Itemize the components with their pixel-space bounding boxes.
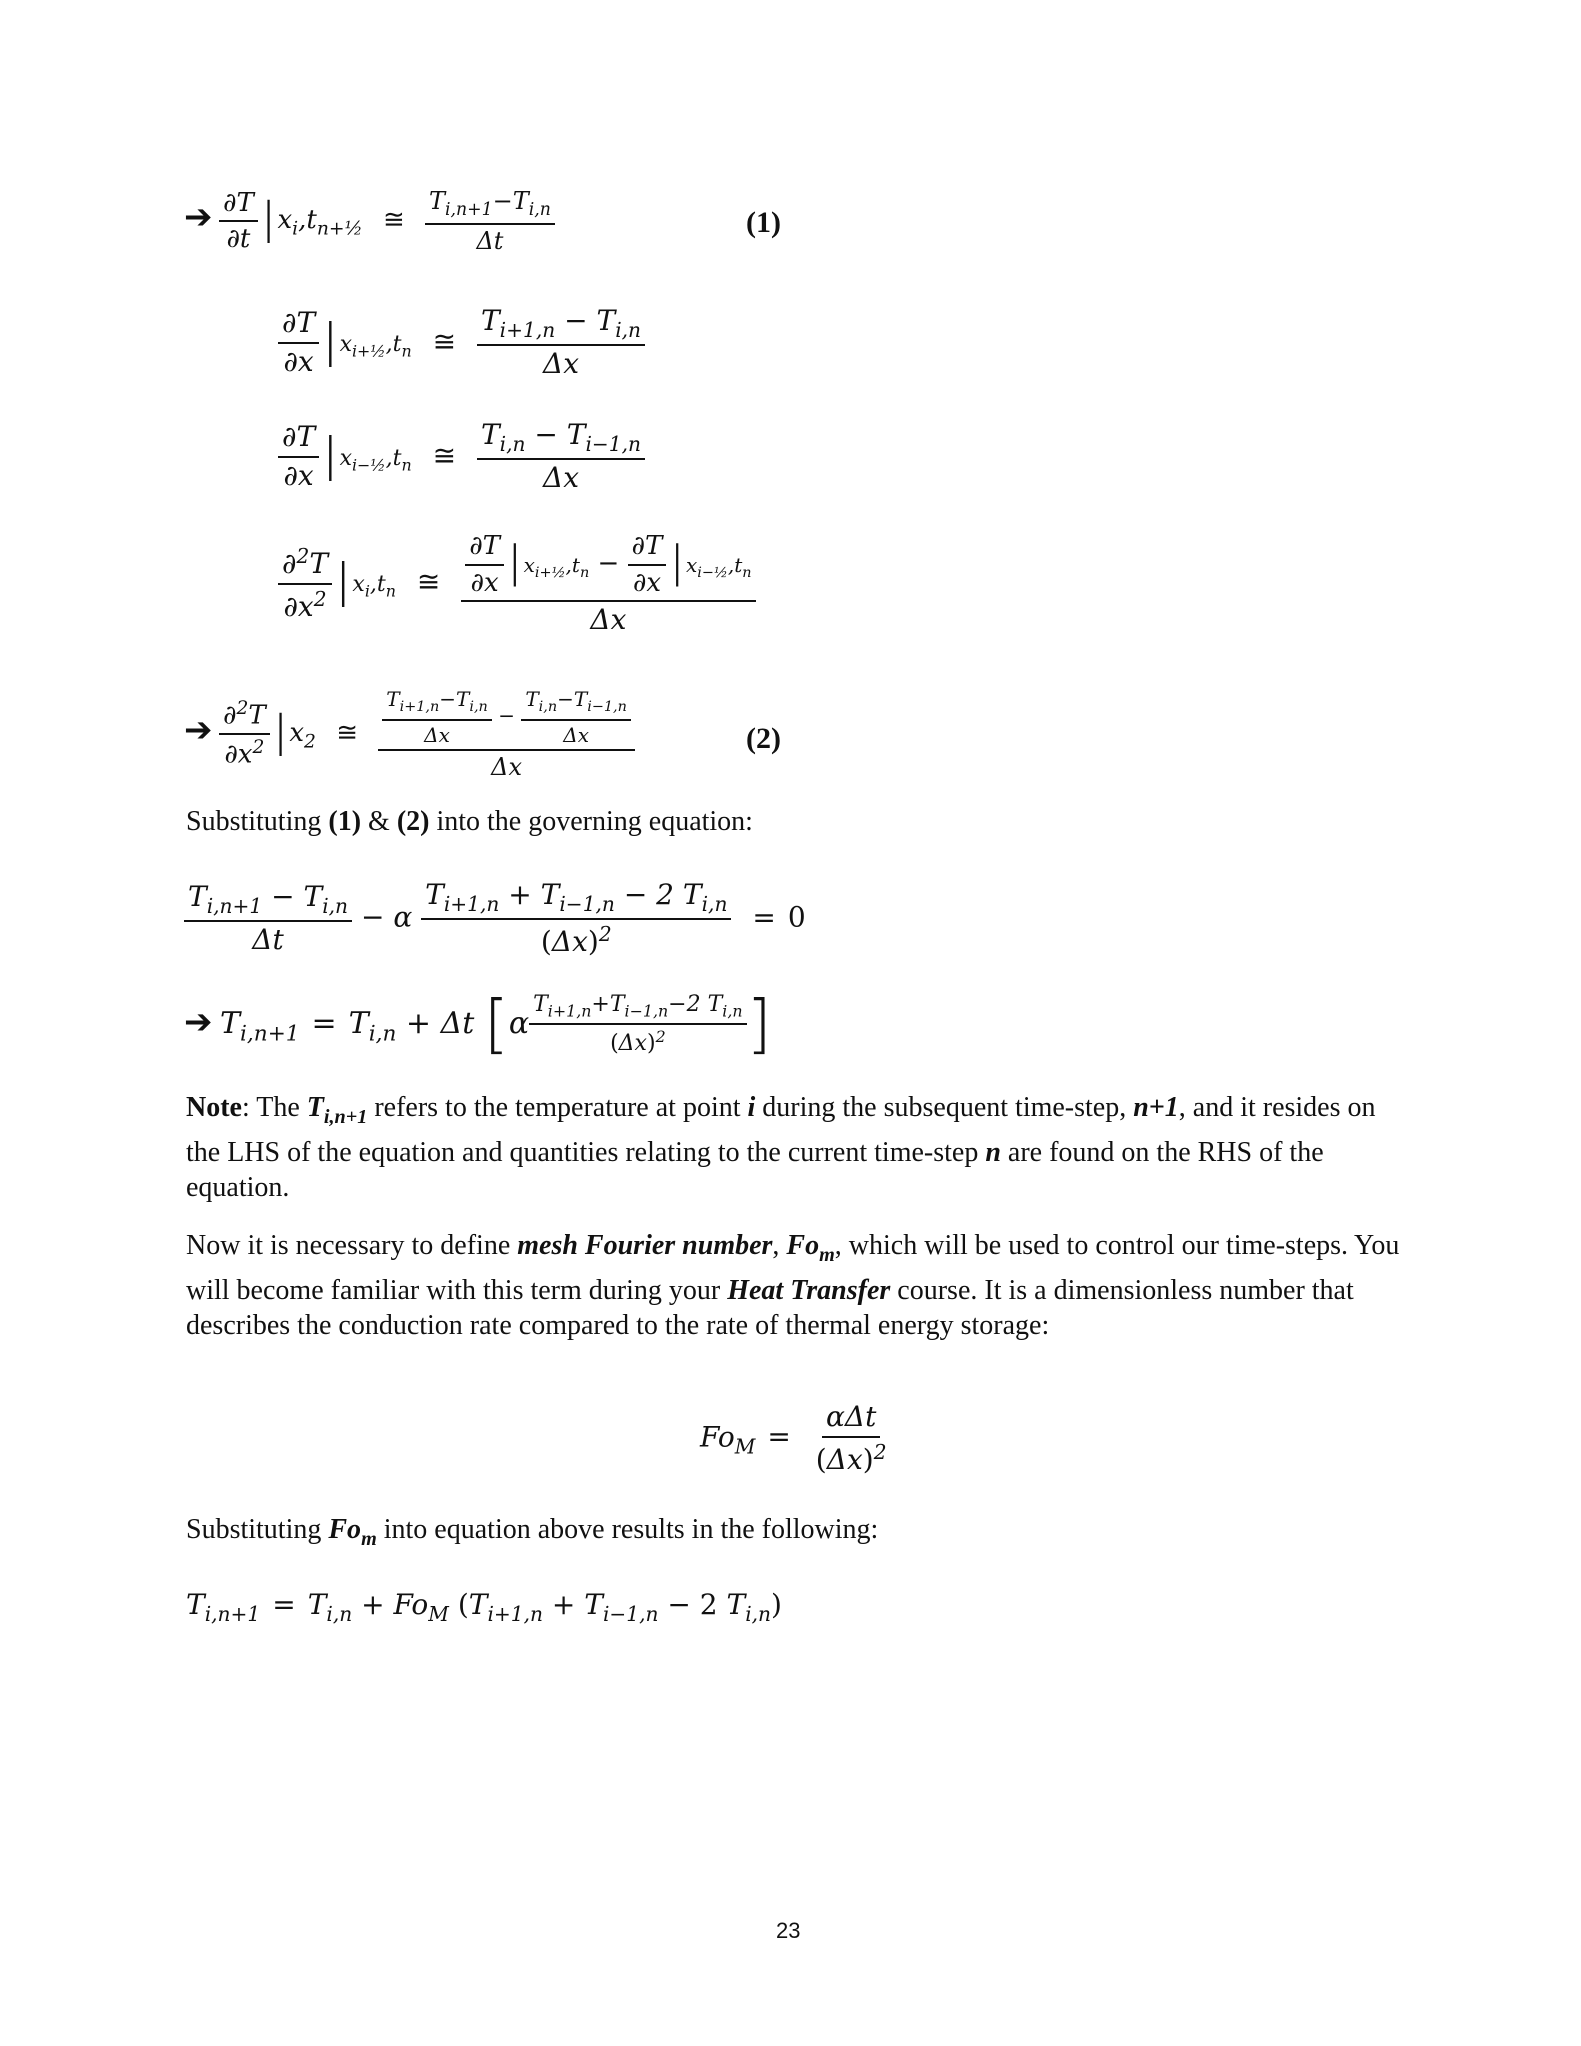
paragraph-note: Note: The $T_{i,n+1}$ refers to the temperature at point i during the subsequent time-step, n+1, and it resides on the LHS of the equation and quantities relating to the current time-step n are found on the RHS of the equation. <box>186 1092 1376 1204</box>
arrow-right-icon: ➔ <box>184 197 213 238</box>
equation-final: $T_{i,n+1} = T_{i,n} + Fo_M$ ($T_{i+1,n} + T_{i-1,n} - 2$ $T_{i,n}$) <box>186 1588 782 1627</box>
equation-forward-difference: $\frac{\partial T}{\partial x}$ | $x_{i+\frac{1}{2}},t_n$ ≅ $\frac{T_{i+1,n} - T_{i,n}}{\Delta x}$ <box>278 306 645 380</box>
equation-1-label: (1) <box>746 206 781 239</box>
text-substituting: Substituting (1) & (2) into the governing equation: <box>186 806 753 837</box>
equation-1: ➔ $\frac{\partial T}{\partial t}$ | $x_i,t_{n+\frac{1}{2}}$ ≅ $\frac{T_{i,n+1}-T_{i,n}}{\Delta t}$ <box>184 188 555 254</box>
arrow-right-icon: ➔ <box>184 710 213 751</box>
equation-2-label: (2) <box>746 722 781 755</box>
equation-2: ➔ $\frac{\partial^2T}{\partial x^2}$ | $x_2$ ≅ $\frac{T_{i+1,n}-T_{i,n}}{\Delta x}$ − $\frac{T_{i,n}-T_{i-1,n}}{\Delta x}$ Δx <box>184 688 635 780</box>
arrow-right-icon: ➔ <box>184 1002 213 1042</box>
equation-discretized: $\frac{T_{i,n+1} - T_{i,n}}{\Delta t}$ − α $\frac{T_{i+1,n} + T_{i-1,n} - 2 T_{i,n}}{(\Delta x)^2}$ = 0 <box>184 880 806 958</box>
page-number: 23 <box>776 1918 801 1943</box>
paragraph-fourier: Now it is necessary to define mesh Fourier number, $Fo_m$, which will be used to control our time-steps. You will become familiar with this term during your Heat Transfer course. It is a dimensionless number that describes the conduction rate compared to the rate of thermal energy storage: <box>186 1230 1400 1342</box>
equation-fourier-number: $Fo_M$ = $\frac{\text{αΔt}}{(\Delta x)^2}$ <box>700 1400 887 1476</box>
text-substituting-fo: Substituting $Fo_m$ into equation above results in the following: <box>186 1514 879 1551</box>
equation-second-derivative: $\frac{\partial^2T}{\partial x^2}$ | $x_i,t_n$ ≅ $\frac{\partial T}{\partial x}$ | $x_{i+\frac{1}{2}},t_n$ − $\frac{\partial T}{\partial x}$ | $x_{i-\frac{1}{2}},t_n$ Δx <box>278 532 756 636</box>
equation-explicit-update: ➔ $T_{i,n+1} = T_{i,n} + \Delta t$ [α $\frac{T_{i+1,n}+T_{i-1,n}-2 T_{i,n}}{(\Delta x)^2}$ ] <box>184 988 772 1062</box>
equation-backward-difference: $\frac{\partial T}{\partial x}$ | $x_{i-\frac{1}{2}},t_n$ ≅ $\frac{T_{i,n} - T_{i-1,n}}{\Delta x}$ <box>278 420 645 494</box>
